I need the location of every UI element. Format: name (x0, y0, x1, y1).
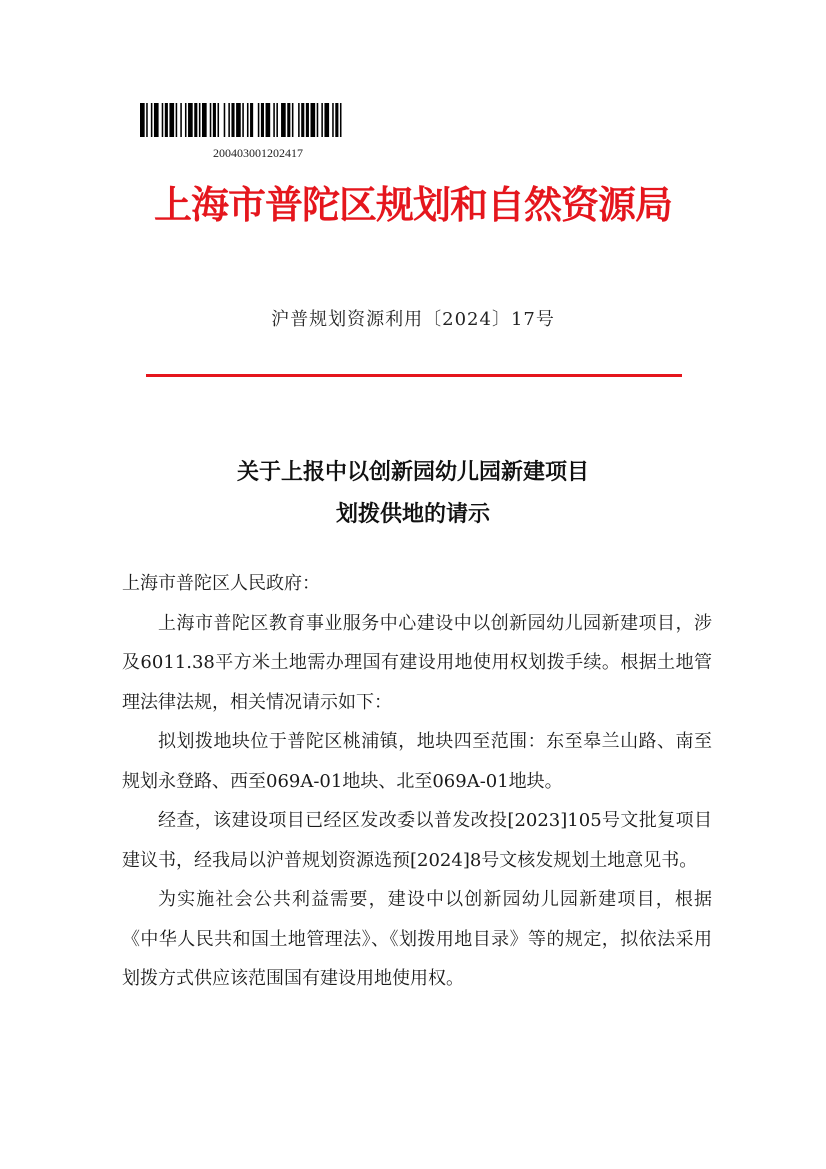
agency-title: 上海市普陀区规划和自然资源局 (153, 182, 672, 227)
title-line-1: 关于上报中以创新园幼儿园新建项目 (236, 460, 589, 485)
body-paragraph: 拟划拨地块位于普陀区桃浦镇，地块四至范围：东至皋兰山路、南至规划永登路、西至069A-01地块、北至069A-01地块。 (122, 731, 712, 792)
body-paragraph: 为实施社会公共利益需要，建设中以创新园幼儿园新建项目，根据《中华人民共和国土地管理法》、《划拨用地目录》等的规定，拟依法采用划拨方式供应该范围国有建设用地使用权。 (122, 889, 712, 989)
salutation: 上海市普陀区人民政府： (122, 573, 320, 594)
barcode (140, 103, 422, 137)
body-paragraph: 经查，该建设项目已经区发改委以普发改投[2023]105号文批复项目建议书，经我局以沪普规划资源选预[2024]8号文核发规划土地意见书。 (122, 810, 712, 871)
document-body (122, 564, 712, 999)
barcode-number: 200403001202417 (213, 146, 303, 160)
document-title (0, 452, 826, 536)
document-number: 沪普规划资源利用〔2024〕17号 (271, 309, 555, 330)
body-paragraph: 上海市普陀区教育事业服务中心建设中以创新园幼儿园新建项目，涉及6011.38平方米土地需办理国有建设用地使用权划拨手续。根据土地管理法律法规，相关情况请示如下： (122, 612, 712, 713)
title-line-2: 划拨供地的请示 (335, 502, 490, 527)
red-divider (146, 374, 682, 377)
